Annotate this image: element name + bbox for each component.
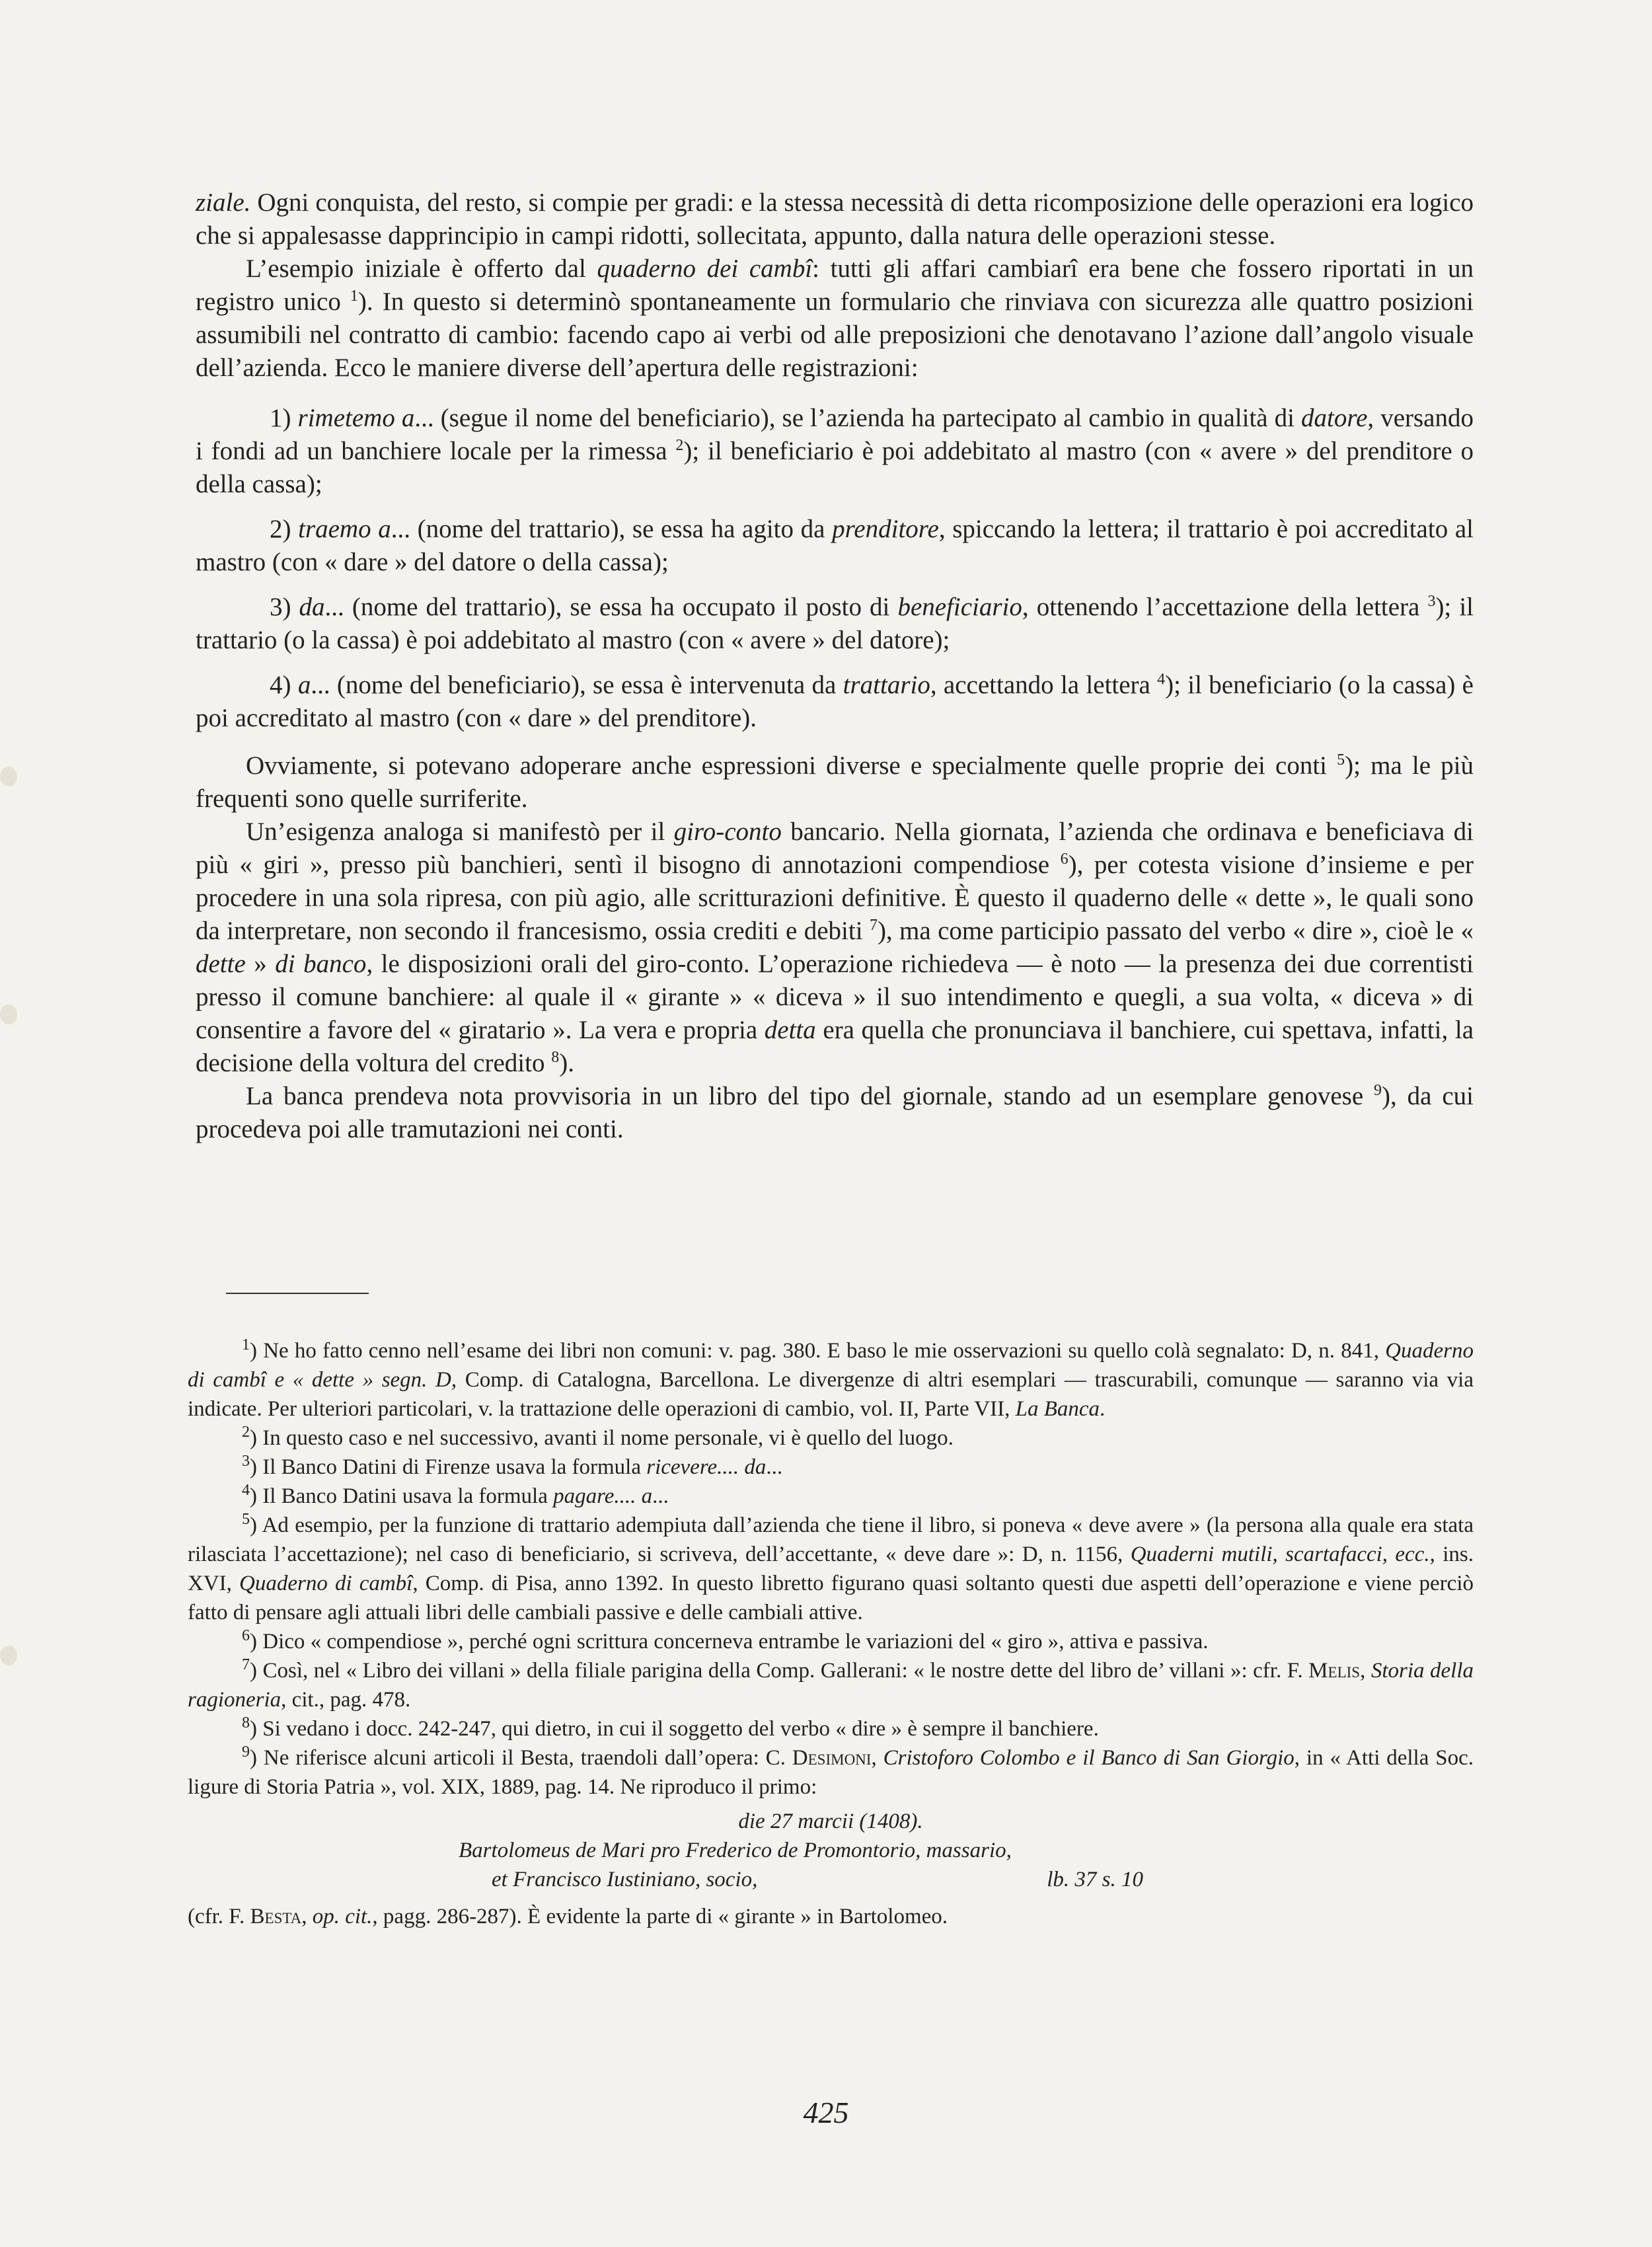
document-line: Bartolomeus de Mari pro Frederico de Promontorio, massario,	[459, 1839, 1012, 1862]
footnote: $^3$) Il Banco Datini di Firenze usava la formula ricevere.... da...	[242, 1453, 783, 1479]
footnote: $^7$) Così, nel « Libro dei villani » della filiale parigina della Comp. Gallerani: « le nostre dette del libro de’ villani »: cfr. F. Melis, Storia della ragioneria, cit., pag. 478.	[188, 1656, 1474, 1712]
footnote-ref: 3	[1427, 593, 1436, 610]
document-date: die 27 marcii (1408).	[738, 1809, 923, 1833]
footnote-ref: 5	[1337, 751, 1345, 769]
footnote: $^1$) Ne ho fatto cenno nell’esame dei libri non comuni: v. pag. 380. E baso le mie osservazioni su quello colà segnalato: D, n. 841, Quaderno di cambî e « dette » segn. D, Comp. di Catalogna, Barcellona. Le divergenze di altri esemplari — trascurabili, comunque — saranno via via indicate. Per ulteriori particolari, v. la trattazione delle operazioni di cambio, vol. II, Parte VII, La Banca.	[188, 1336, 1474, 1421]
paragraph-2: L’esempio iniziale è offerto dal quaderno dei cambî: tutti gli affari cambiarî era bene che fossero riportati in un registro unico $^1$). In questo si determinò spontaneamente un formulario che rinviava con sicurezza alle quattro posizioni assumibili nel contratto di cambio: facendo capo ai verbi od alle preposizioni che denotavano l’azione dall’angolo visuale dell’azienda. Ecco le maniere diverse dell’apertura delle registrazioni:	[196, 254, 1474, 382]
footnote: $^9$) Ne riferisce alcuni articoli il Besta, traendoli dall’opera: C. Desimoni, Cristoforo Colombo e il Banco di San Giorgio, in « Atti della Soc. ligure di Storia Patria », vol. XIX, 1889, pag. 14. Ne riproduco il primo:	[188, 1743, 1474, 1799]
footnote: $^6$) Dico « compendiose », perché ogni scrittura concerneva entrambe le variazioni del « giro », attiva e passiva.	[242, 1627, 1209, 1654]
footnotes	[188, 1336, 1474, 1931]
document-line: et Francisco Iustiniano, socio, lb. 37 s. 10	[492, 1868, 1143, 1891]
margin-mark	[0, 767, 17, 786]
list-item: 2) traemo a... (nome del trattario), se essa ha agito da prenditore, spiccando la lettera; il trattario è poi accreditato al mastro (con « dare » del datore o della cassa);	[196, 515, 1474, 576]
footnote-ref: 4	[1157, 671, 1166, 688]
list-item: 3) da... (nome del trattario), se essa ha occupato il posto di beneficiario, ottenendo l’accettazione della lettera $^3$); il trattario (o la cassa) è poi addebitato al mastro (con « avere » del datore);	[196, 593, 1474, 654]
paragraph-4: Un’esigenza analoga si manifestò per il giro-conto bancario. Nella giornata, l’azienda che ordinava e beneficiava di più « giri », presso più banchieri, sentì il bisogno di annotazioni compendiose $^6$), per cotesta visione d’insieme e per procedere in una sola ripresa, con più agio, alle scritturazioni definitive. È questo il quaderno delle « dette », le quali sono da interpretare, non secondo il francesismo, ossia crediti e debiti $^7$), ma come participio passato del verbo « dire », cioè le « dette » di banco, le disposizioni orali del giro-conto. L’operazione richiedeva — è noto — la presenza dei due correntisti presso il comune banchiere: al quale il « girante » « diceva » il suo intendimento e quegli, a sua volta, « diceva » di consentire a favore del « giratario ». La vera e propria detta era quella che pronunciava il banchiere, cui spettava, infatti, la decisione della voltura del credito $^8$).	[196, 818, 1474, 1077]
paragraph-5: La banca prendeva nota provvisoria in un libro del tipo del giornale, stando ad un esemplare genovese $^9$), da cui procedeva poi alle tramutazioni nei conti.	[196, 1082, 1474, 1143]
footnote-ref: 6	[1060, 851, 1069, 868]
page-number: 425	[803, 2096, 849, 2129]
footnote-ref: 2	[675, 437, 684, 454]
footnote-separator	[226, 1293, 369, 1294]
footnote-ref: 9	[1374, 1082, 1382, 1099]
list-item: 4) a... (nome del beneficiario), se essa è intervenuta da trattario, accettando la lettera $^4$); il beneficiario (o la cassa) è poi accreditato al mastro (con « dare » del prenditore).	[196, 671, 1474, 732]
footnote: $^5$) Ad esempio, per la funzione di trattario adempiuta dall’azienda che tiene il libro, si poneva « deve avere » (la persona alla quale era stata rilasciata l’accettazione); nel caso di beneficiario, si scriveva, dell’accettante, « deve dare »: D, n. 1156, Quaderni mutili, scartafacci, ecc., ins. XVI, Quaderno di cambî, Comp. di Pisa, anno 1392. In questo libretto figurano quasi soltanto questi due aspetti dell’operazione e viene perciò fatto di pensare agli attuali libri delle cambiali passive e delle cambiali attive.	[188, 1511, 1474, 1624]
list-item: 1) rimetemo a... (segue il nome del beneficiario), se l’azienda ha partecipato al cambio in qualità di datore, versando i fondi ad un banchiere locale per la rimessa $^2$); il beneficiario è poi addebitato al mastro (con « avere » del prenditore o della cassa);	[196, 404, 1474, 498]
footnote-ref: 1	[350, 287, 358, 305]
closing-note: (cfr. F. Besta, op. cit., pagg. 286-287). È evidente la parte di « girante » in Bartolomeo.	[188, 1905, 948, 1928]
footnote: $^8$) Si vedano i docc. 242-247, qui dietro, in cui il soggetto del verbo « dire » è sempre il banchiere.	[242, 1714, 1099, 1741]
margin-mark	[0, 1005, 17, 1024]
footnote: $^4$) Il Banco Datini usava la formula pagare.... a...	[242, 1482, 669, 1508]
body-text	[196, 186, 1474, 1146]
footnote-ref: 7	[869, 917, 878, 934]
paragraph-1: ziale. Ogni conquista, del resto, si compie per gradi: e la stessa necessità di detta ricomposizione delle operazioni era logico che si appalesasse dapprincipio in campi ridotti, sollecitata, appunto, dalla natura delle operazioni stesse.	[196, 188, 1474, 250]
footnote-ref: 8	[551, 1049, 560, 1066]
margin-mark	[0, 1646, 17, 1665]
paragraph-3: Ovviamente, si potevano adoperare anche espressioni diverse e specialmente quelle proprie dei conti $^5$); ma le più frequenti sono quelle surriferite.	[196, 751, 1474, 813]
footnote: $^2$) In questo caso e nel successivo, avanti il nome personale, vi è quello del luogo.	[242, 1424, 954, 1450]
